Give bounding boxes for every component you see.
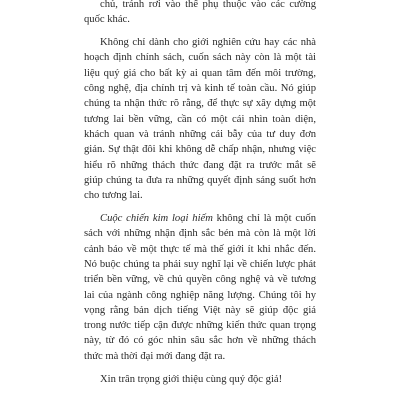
paragraph-book-summary-text: không chỉ là một cuốn sách với những nhận định sắc bén mà còn là một lời cảnh báo về một thực tế mà thế giới ít khi nhắc đến. Nó buộc chúng ta phải suy nghĩ lại về chiến lược phát triển bền vững, về chủ quyền công nghệ và về tương lai của ngành công nghiệp năng lượng. Chúng tôi hy vọng rằng bản dịch tiếng Việt này sẽ giúp độc giả trong nước tiếp cận được những kiến thức quan trọng này, từ đó có góc nhìn sâu sắc hơn về những thách thức mà thời đại mới đang đặt ra. xyxy=(84,213,317,362)
paragraph-book-summary xyxy=(84,211,316,364)
paragraph-continuation: chủ, tránh rơi vào thế phụ thuộc vào các cường quốc khác. xyxy=(84,0,316,26)
paragraph-closing: Xin trân trọng giới thiệu cùng quý độc giả! xyxy=(100,373,283,385)
book-title-italic: Cuộc chiến kim loại hiếm xyxy=(100,213,213,225)
paragraph-book-value: Không chỉ dành cho giới nghiên cứu hay các nhà hoạch định chính sách, cuốn sách này còn là một tài liệu quý giá cho bất kỳ ai quan tâm đến môi trường, công nghệ, địa chính trị và kinh tế toàn cầu. Nó giúp chúng ta nhận thức rõ rằng, để thực sự xây dựng một tương lai bền vững, cần có một cái nhìn toàn diện, khách quan và tránh những cái bẫy của tư duy đơn giản. Sự thật đôi khi không dễ chấp nhận, nhưng việc hiểu rõ những thách thức đang đặt ra trước mắt sẽ giúp chúng ta đưa ra những quyết định sáng suốt hơn cho tương lai. xyxy=(84,37,316,202)
body-text xyxy=(84,0,316,387)
